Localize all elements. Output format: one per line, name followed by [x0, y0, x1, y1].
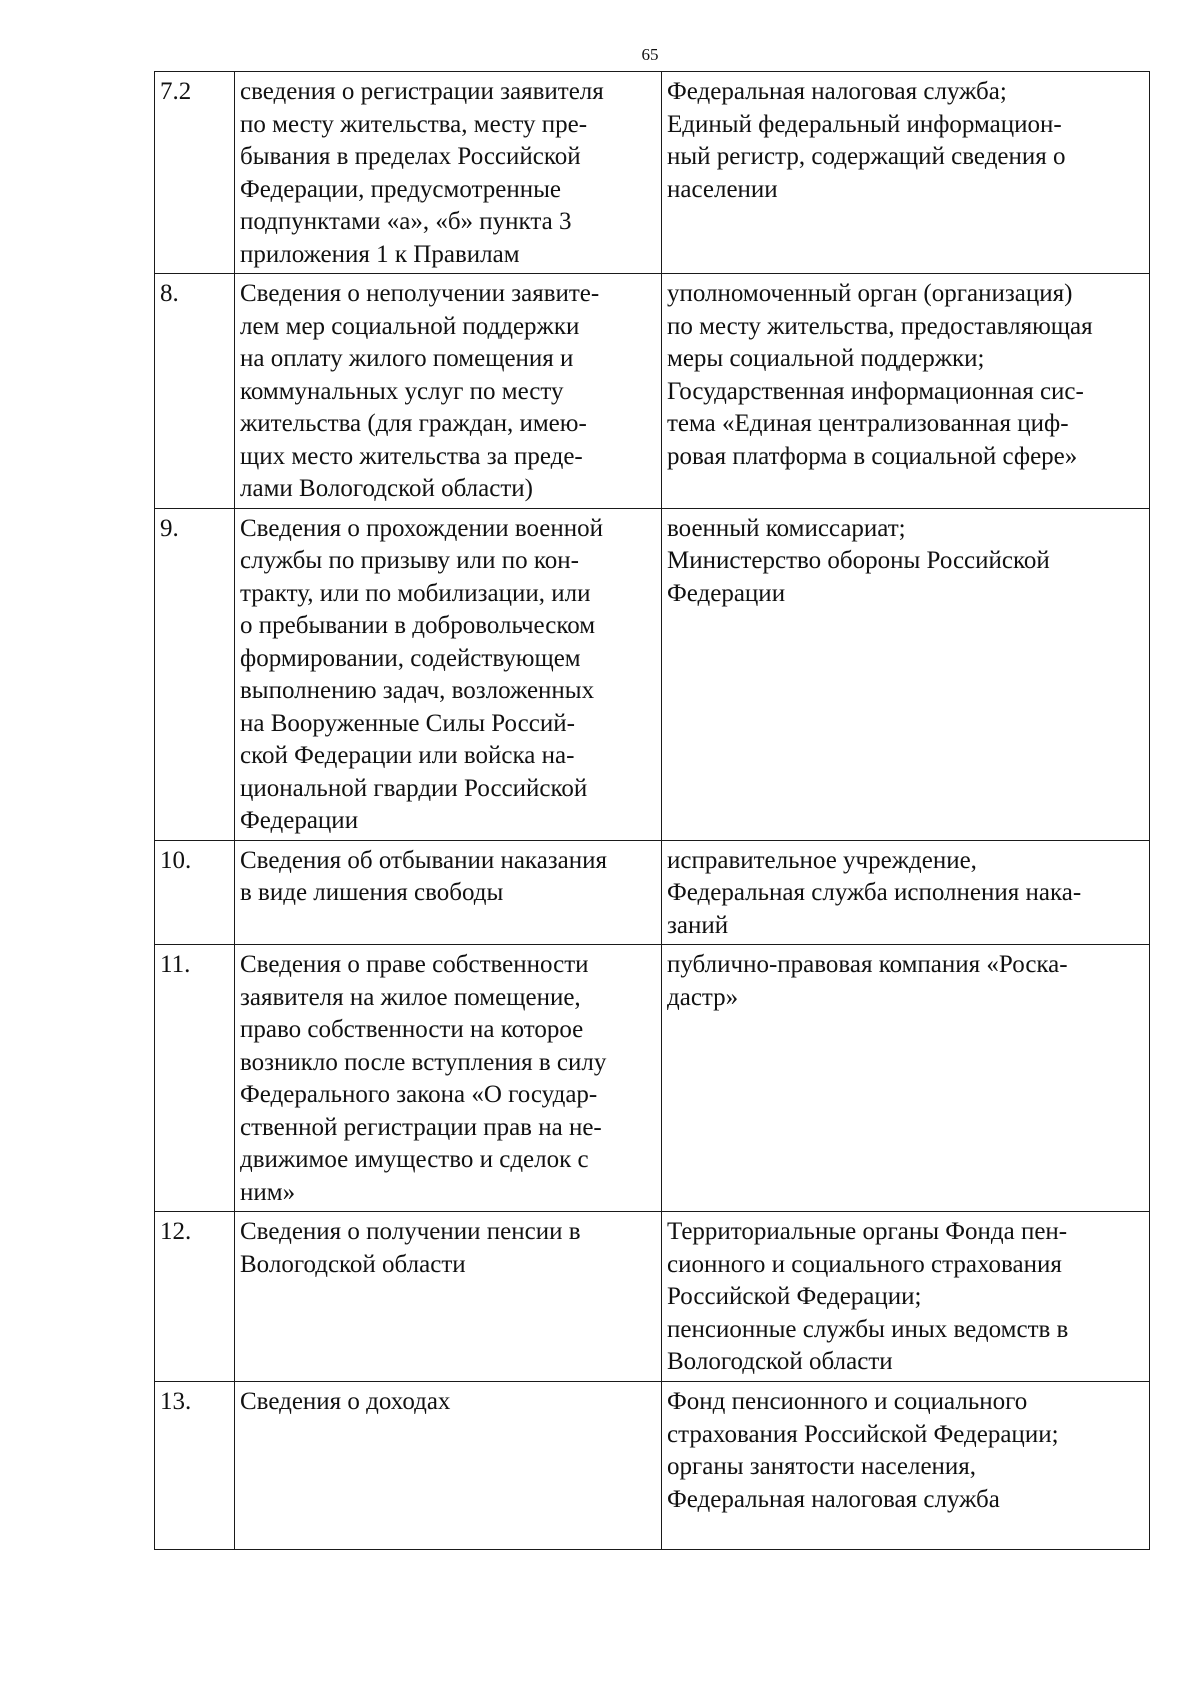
source-line: Единый федеральный информацион- — [667, 110, 1062, 138]
info-line: возникло после вступления в силу — [240, 1048, 607, 1076]
source-line: военный комиссариат; — [667, 514, 906, 542]
source-line: ровая платформа в социальной сфере» — [667, 442, 1078, 470]
data-sources-table — [154, 71, 1150, 1550]
source-cell — [662, 72, 1150, 274]
source-cell — [662, 1382, 1150, 1550]
info-line: право собственности на которое — [240, 1016, 584, 1043]
info-line: сведения о регистрации заявителя — [240, 78, 604, 105]
source-line: сионного и социального страхования — [667, 1250, 1062, 1278]
source-line: Вологодской области — [667, 1348, 893, 1375]
info-line: щих место жительства за преде- — [240, 442, 583, 470]
info-line: формировании, содействующем — [240, 644, 581, 672]
info-cell — [235, 72, 662, 274]
info-line: лем мер социальной поддержки — [240, 312, 580, 340]
source-cell — [662, 840, 1150, 945]
info-line: Сведения о прохождении военной — [240, 514, 604, 542]
info-line: Сведения о праве собственности — [240, 951, 589, 978]
info-line: заявителя на жилое помещение, — [240, 983, 581, 1011]
info-line: на Вооруженные Силы Россий- — [240, 709, 575, 737]
info-line: Федерации — [240, 807, 359, 834]
source-cell — [662, 1212, 1150, 1382]
info-cell — [235, 274, 662, 509]
source-line: Федерации — [667, 579, 786, 607]
source-line: заний — [667, 911, 729, 939]
table-row — [155, 72, 1150, 274]
source-line: Федеральная налоговая служба — [667, 1485, 1000, 1513]
source-cell — [662, 945, 1150, 1212]
source-line: населении — [667, 175, 778, 203]
row-number: 10. — [155, 840, 235, 945]
table-row — [155, 1212, 1150, 1382]
info-line: в виде лишения свободы — [240, 879, 504, 906]
source-line: дастр» — [667, 983, 739, 1011]
source-line: Территориальные органы Фонда пен- — [667, 1218, 1068, 1245]
source-line: Федеральная служба исполнения нака- — [667, 879, 1082, 906]
info-cell — [235, 945, 662, 1212]
info-line: ской Федерации или войска на- — [240, 742, 575, 769]
row-number: 11. — [155, 945, 235, 1212]
row-number: 13. — [155, 1382, 235, 1550]
info-line: выполнению задач, возложенных — [240, 677, 595, 704]
source-line: пенсионные службы иных ведомств в — [667, 1315, 1069, 1343]
info-line: тракту, или по мобилизации, или — [240, 579, 591, 607]
source-line: Российской Федерации; — [667, 1283, 922, 1310]
table-row — [155, 840, 1150, 945]
info-line: по месту жительства, месту пре- — [240, 110, 588, 138]
info-line: ним» — [240, 1178, 296, 1206]
info-line: жительства (для граждан, имею- — [240, 410, 587, 437]
source-line: Фонд пенсионного и социального — [667, 1388, 1028, 1415]
table-row — [155, 508, 1150, 840]
source-line: публично-правовая компания «Роска- — [667, 951, 1068, 978]
source-line: Государственная информационная сис- — [667, 377, 1084, 405]
info-line: бывания в пределах Российской — [240, 143, 581, 170]
info-line: коммунальных услуг по месту — [240, 377, 564, 405]
source-cell — [662, 274, 1150, 509]
source-line: страхования Российской Федерации; — [667, 1420, 1059, 1448]
info-line: лами Вологодской области) — [240, 475, 533, 502]
info-line: Федерального закона «О государ- — [240, 1081, 598, 1108]
info-line: Вологодской области — [240, 1250, 466, 1278]
info-line: Сведения об отбывании наказания — [240, 846, 608, 874]
source-line: ный регистр, содержащий сведения о — [667, 143, 1066, 170]
source-line: Министерство обороны Российской — [667, 547, 1050, 574]
row-number: 8. — [155, 274, 235, 509]
info-line: приложения 1 к Правилам — [240, 240, 520, 268]
info-line: службы по призыву или по кон- — [240, 547, 579, 574]
info-line: подпунктами «а», «б» пункта 3 — [240, 208, 572, 235]
info-cell — [235, 508, 662, 840]
info-cell — [235, 1382, 662, 1550]
source-line: уполномоченный орган (организация) — [667, 280, 1073, 307]
info-line: ственной регистрации прав на не- — [240, 1113, 602, 1141]
source-line: исправительное учреждение, — [667, 846, 977, 874]
row-number: 12. — [155, 1212, 235, 1382]
info-line: Федерации, предусмотренные — [240, 175, 561, 203]
source-line: меры социальной поддержки; — [667, 345, 985, 372]
source-line: тема «Единая централизованная циф- — [667, 410, 1069, 437]
info-cell — [235, 840, 662, 945]
source-line: органы занятости населения, — [667, 1453, 977, 1480]
info-line: на оплату жилого помещения и — [240, 345, 574, 372]
info-line: Сведения о доходах — [240, 1388, 451, 1415]
table-row — [155, 945, 1150, 1212]
info-cell — [235, 1212, 662, 1382]
info-line: движимое имущество и сделок с — [240, 1146, 589, 1173]
source-cell — [662, 508, 1150, 840]
info-line: о пребывании в добровольческом — [240, 612, 596, 639]
table-row — [155, 274, 1150, 509]
row-number: 9. — [155, 508, 235, 840]
page-number: 65 — [641, 45, 659, 64]
info-line: Сведения о неполучении заявите- — [240, 280, 600, 307]
info-line: Сведения о получении пенсии в — [240, 1218, 581, 1245]
row-number: 7.2 — [155, 72, 235, 274]
source-line: по месту жительства, предоставляющая — [667, 312, 1093, 340]
table-row — [155, 1382, 1150, 1550]
source-line: Федеральная налоговая служба; — [667, 78, 1007, 105]
info-line: циональной гвардии Российской — [240, 774, 588, 802]
